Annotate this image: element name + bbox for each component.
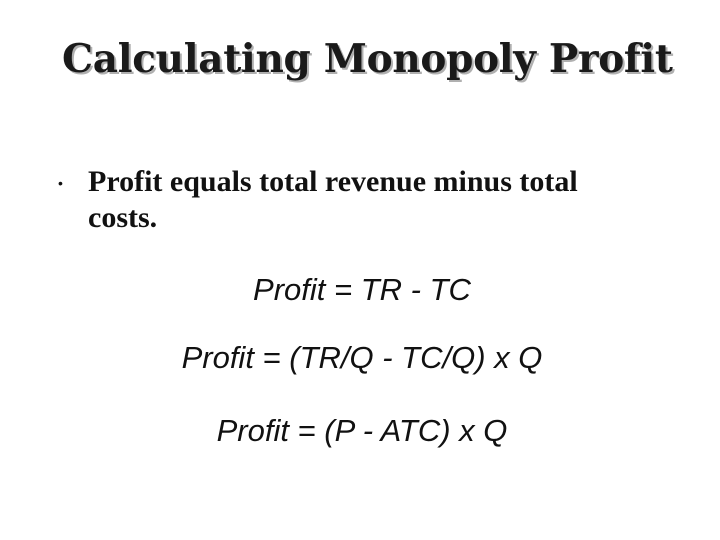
formula-profit-price-atc: Profit = (P - ATC) x Q bbox=[216, 413, 508, 448]
bullet-marker: • bbox=[58, 175, 63, 191]
formula-profit-tr-tc: Profit = TR - TC bbox=[253, 272, 471, 307]
formula-profit-per-unit: Profit = (TR/Q - TC/Q) x Q bbox=[181, 340, 543, 375]
slide-title: Calculating Monopoly Profit bbox=[62, 36, 673, 82]
bullet-text: Profit equals total revenue minus total costs. bbox=[88, 165, 578, 234]
